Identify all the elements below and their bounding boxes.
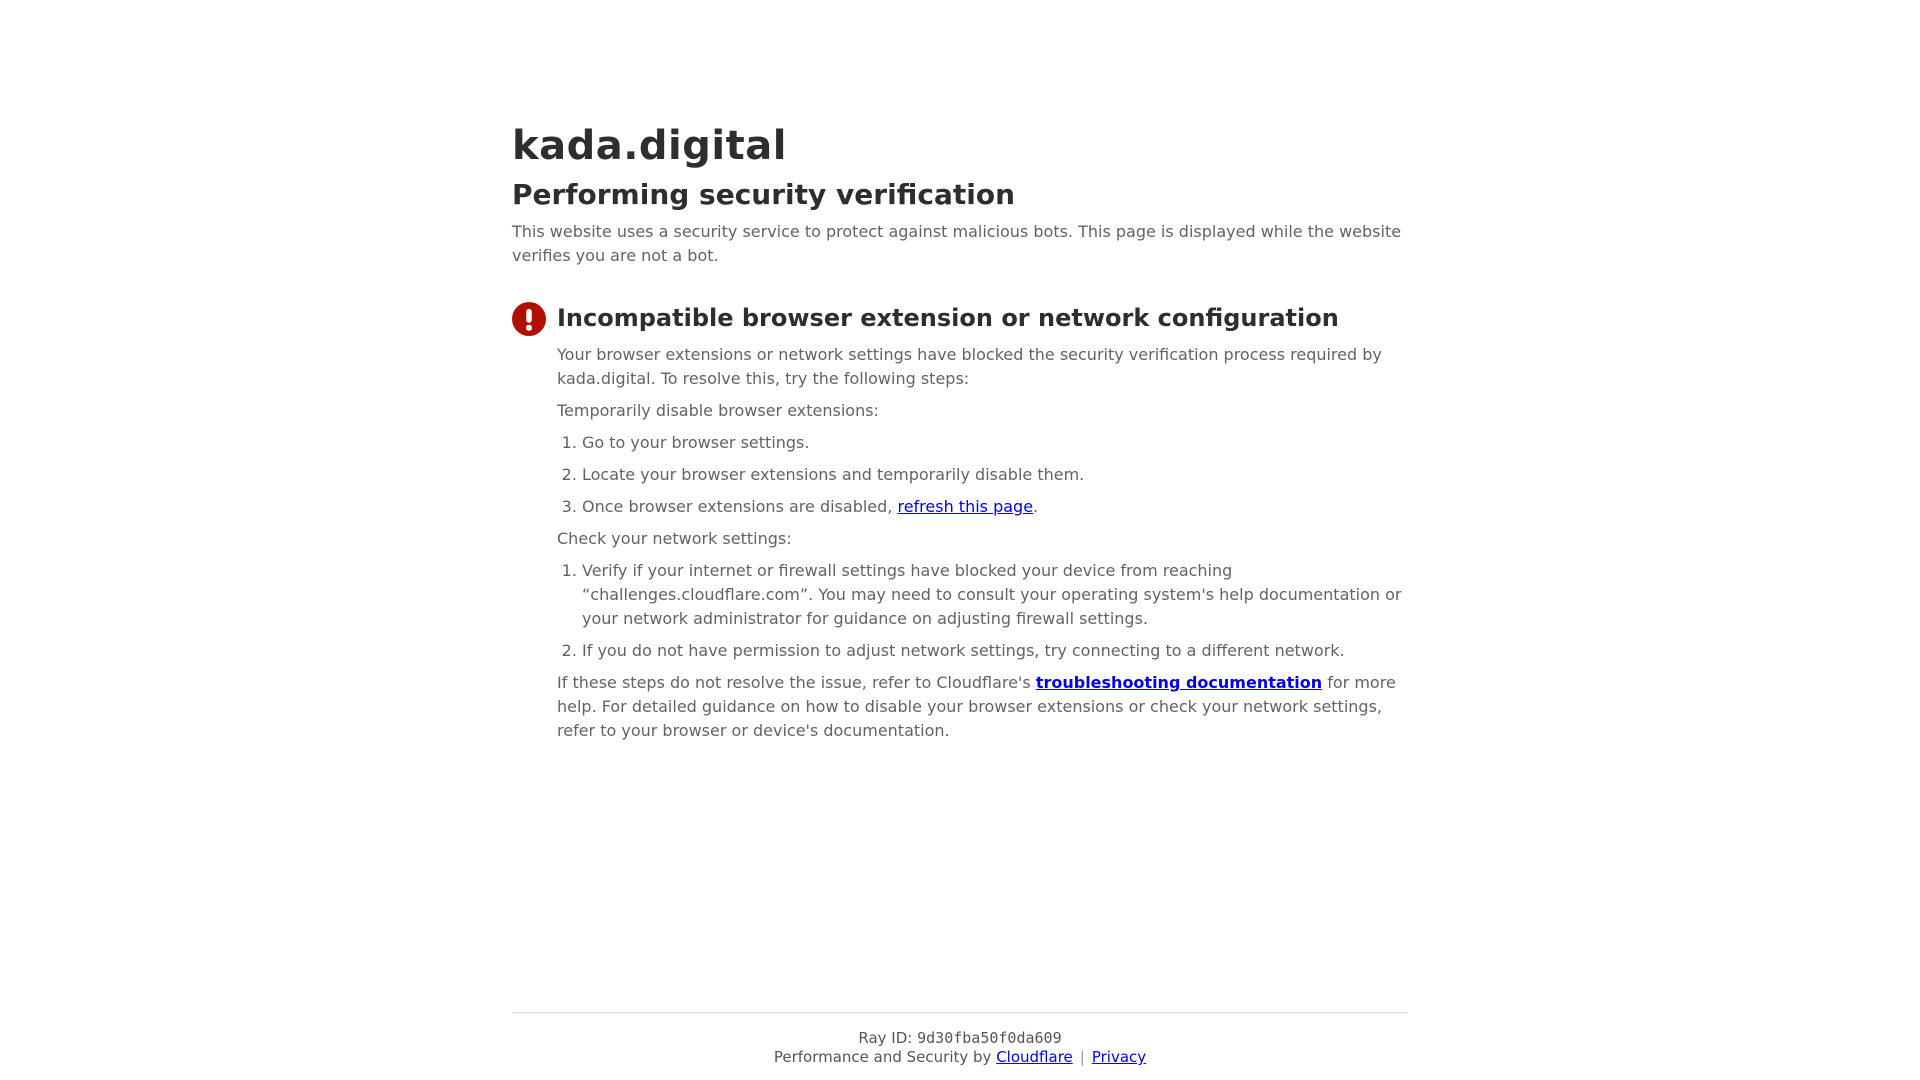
site-title: kada.digital: [512, 123, 787, 169]
error-description: Your browser extensions or network settings have blocked the security verification process required by kada.digital. To resolve this, try the following steps:: [557, 345, 1382, 388]
error-section: [512, 301, 1408, 743]
intro-text: This website uses a security service to protect against malicious bots. This page is displayed while the website verifies you are not a bot.: [512, 222, 1402, 265]
page-container: [512, 0, 1408, 1080]
closing-after: for more help. For detailed guidance on how to disable your browser extensions or check your network settings, refer to your browser or device's documentation.: [557, 673, 1396, 740]
closing-before: If these steps do not resolve the issue, refer to Cloudflare's: [557, 673, 1036, 692]
list-item: 1. Verify if your internet or firewall settings have blocked your device from reaching “challenges.cloudflare.com”. You may need to consult your operating system's help documentation or your network administrator for guidance on adjusting firewall settings.: [582, 559, 1408, 631]
list-item: 2. If you do not have permission to adjust network settings, try connecting to a different network.: [582, 639, 1408, 663]
extensions-steps-list: [557, 431, 1408, 519]
cloudflare-link[interactable]: Cloudflare: [996, 1048, 1073, 1066]
network-label: Check your network settings:: [557, 529, 792, 548]
alert-icon: [512, 302, 546, 336]
performance-line: [512, 1048, 1408, 1067]
troubleshooting-documentation-link[interactable]: troubleshooting documentation: [1035, 673, 1323, 692]
extensions-label: Temporarily disable browser extensions:: [557, 401, 879, 420]
step-text: .: [1033, 497, 1039, 516]
list-item: 2. Locate your browser extensions and temporarily disable them.: [582, 463, 1408, 487]
list-item: [582, 495, 1408, 519]
ray-id-label: Ray ID:: [858, 1029, 913, 1047]
page-subtitle: Performing security verification: [512, 178, 1016, 211]
ray-id-value: 9d30fba50f0da609: [917, 1029, 1062, 1047]
performance-text: Performance and Security by: [773, 1048, 992, 1066]
footer-separator: |: [1079, 1048, 1085, 1066]
closing-text: [557, 671, 1408, 743]
refresh-page-link[interactable]: refresh this page: [897, 497, 1034, 516]
network-steps-list: [557, 559, 1408, 663]
step-text: Once browser extensions are disabled,: [582, 497, 898, 516]
page-footer: [512, 1012, 1408, 1080]
list-item: 1. Go to your browser settings.: [582, 431, 1408, 455]
ray-id-line: [512, 1029, 1408, 1048]
error-heading: Incompatible browser extension or network configuration: [557, 304, 1339, 332]
privacy-link[interactable]: Privacy: [1091, 1048, 1147, 1066]
